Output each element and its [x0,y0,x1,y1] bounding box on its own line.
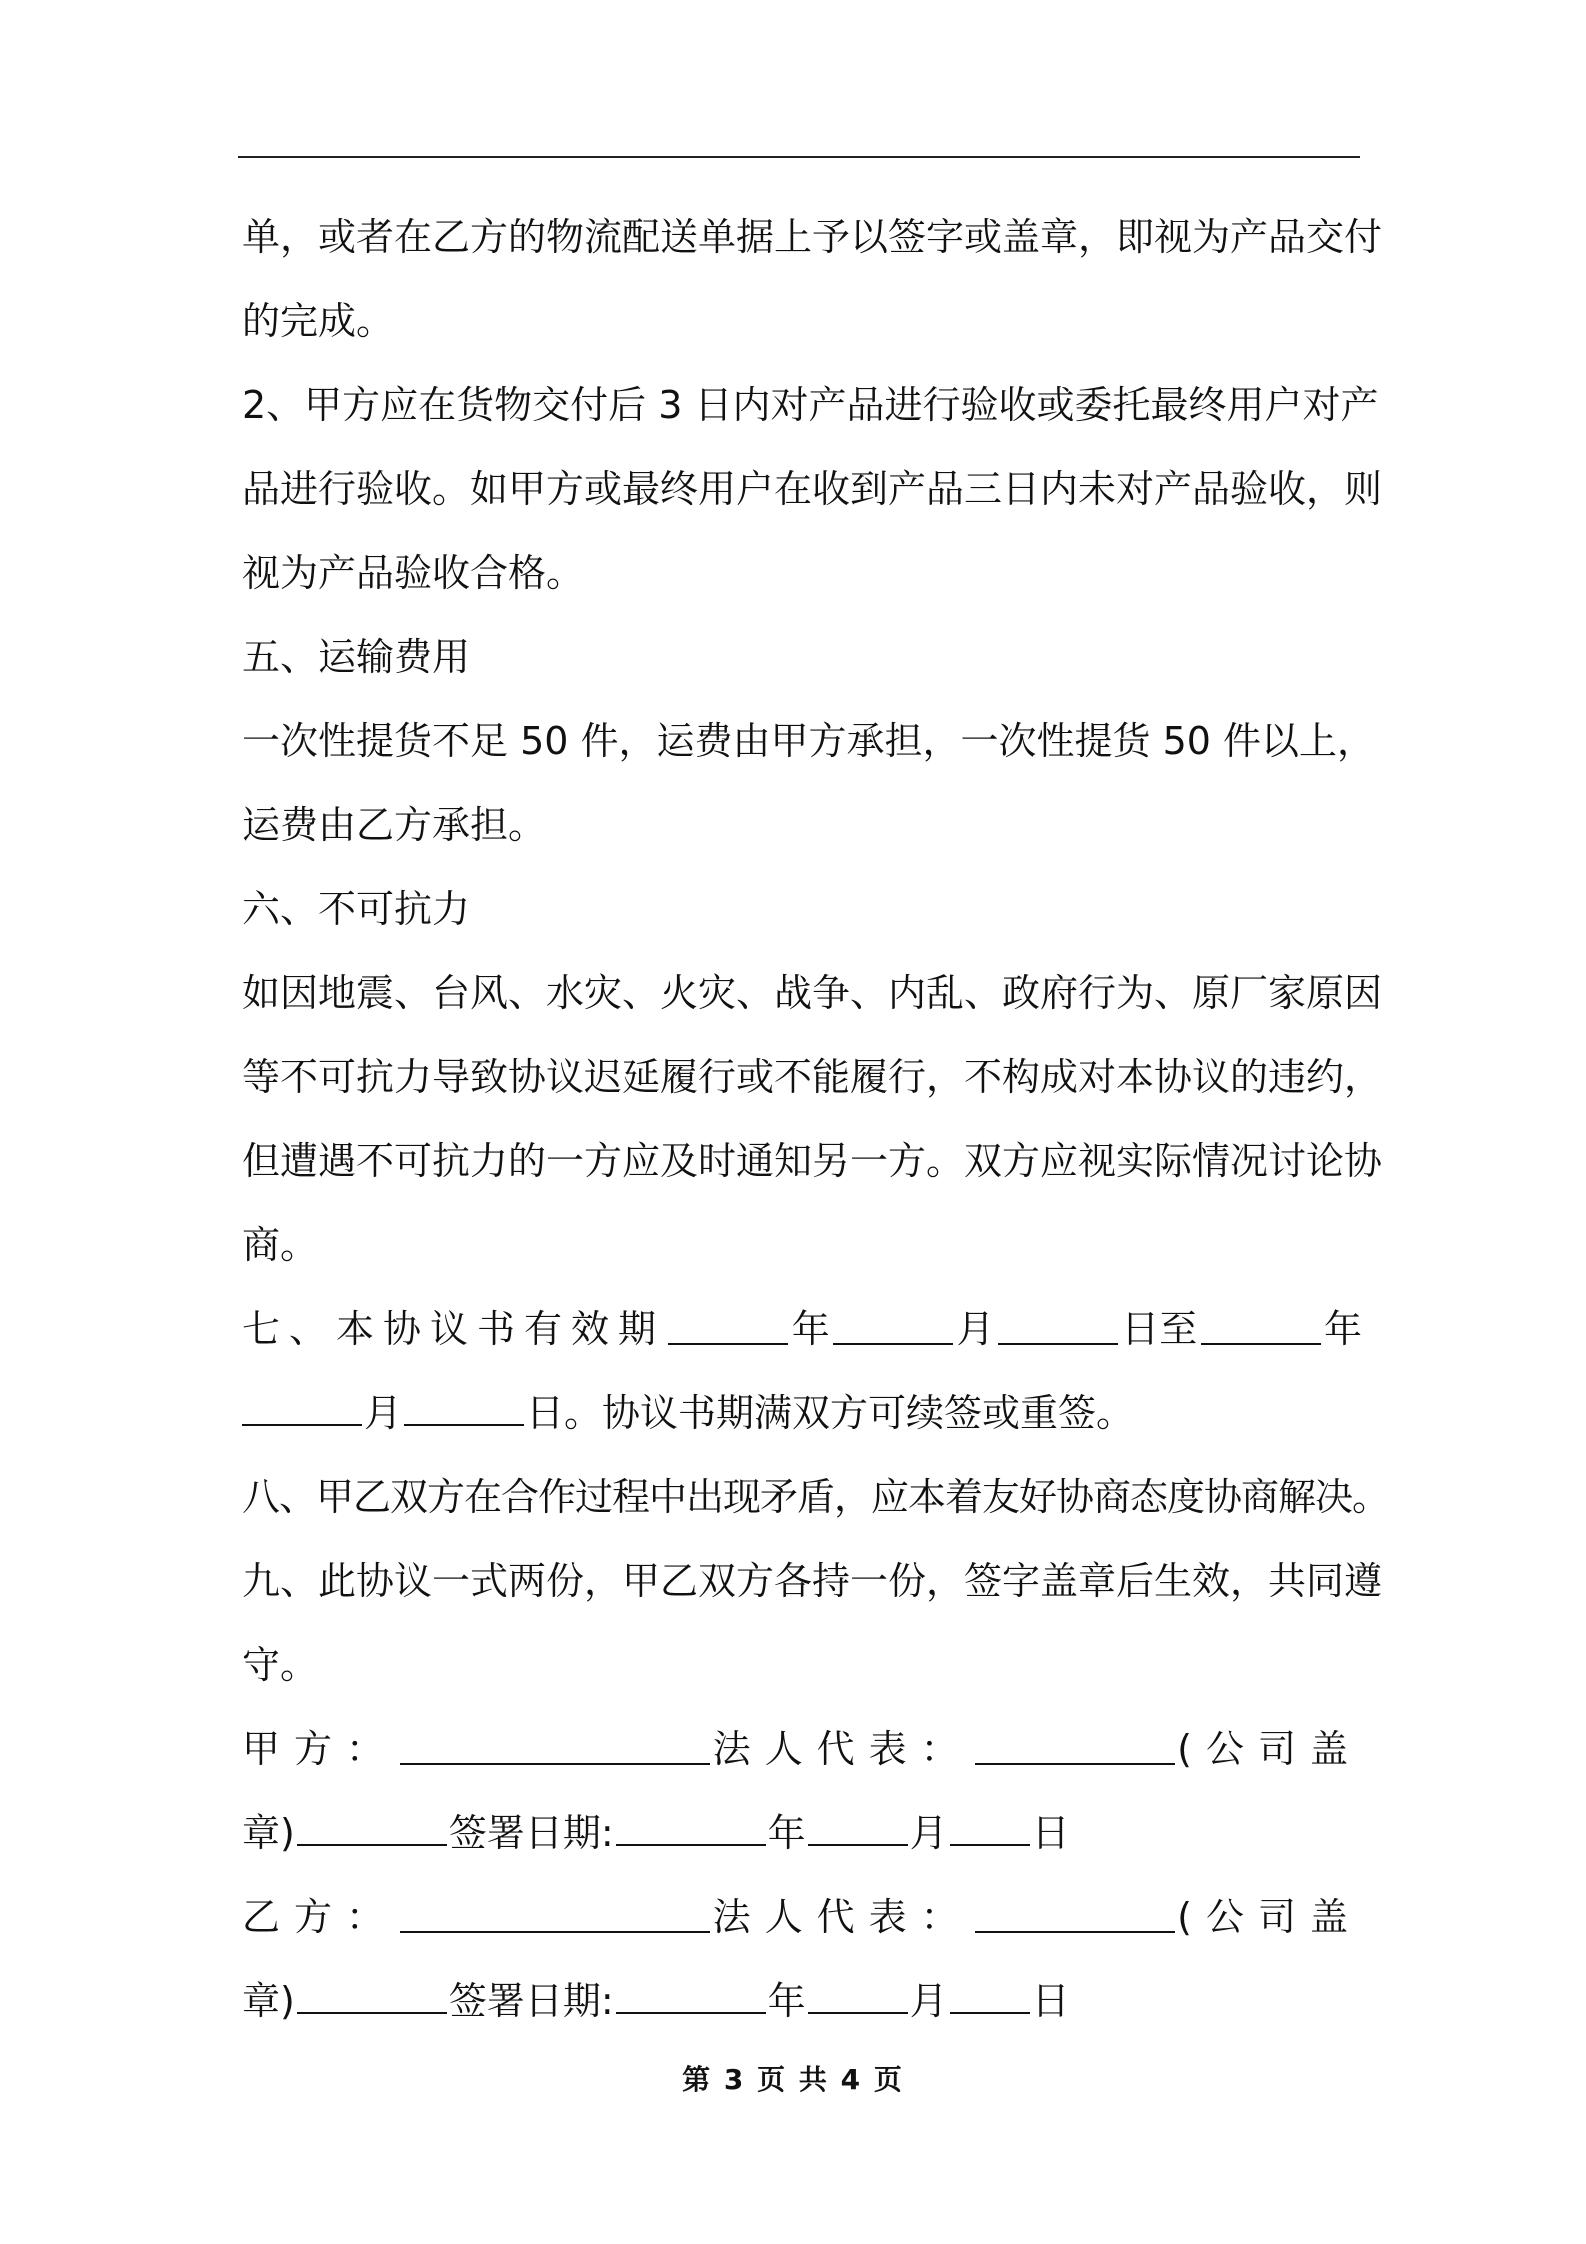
paragraph-line: 运费由乙方承担。 [242,803,547,847]
paragraph-line: 等不可抗力导致协议迟延履行或不能履行，不构成对本协议的违约， [242,1055,1383,1099]
party-b-line-2 [242,1959,1362,2043]
party-a-name-blank [400,1733,710,1765]
party-a-seal-end: 章) [242,1811,295,1855]
blank-field [668,1313,788,1345]
party-b-day-label: 日 [1031,1979,1070,2023]
party-b-sign-date-label: 签署日期: [448,1979,614,2023]
blank-field [1201,1313,1321,1345]
party-b-rep-blank [975,1901,1175,1933]
party-b-year-blank [616,1982,766,2014]
party-b-name-blank [400,1901,710,1933]
validity-line-2 [242,1371,1362,1455]
header-rule [238,156,1360,158]
party-b-year-label: 年 [767,1979,806,2023]
party-a-day-label: 日 [1031,1811,1070,1855]
blank-field [242,1394,362,1426]
party-a-seal-label: (公司盖 [1177,1727,1362,1771]
clause-9-line-2: 守。 [242,1643,319,1687]
party-a-label: 甲方： [242,1727,399,1771]
validity-month-label: 月 [956,1307,995,1351]
party-b-month-label: 月 [909,1979,948,2023]
paragraph-line: 2、甲方应在货物交付后 3 日内对产品进行验收或委托最终用户对产 [242,383,1379,427]
section-heading: 六、不可抗力 [242,887,471,931]
paragraph-line: 但遭遇不可抗力的一方应及时通知另一方。双方应视实际情况讨论协 [242,1139,1383,1183]
paragraph-line: 如因地震、台风、水灾、火灾、战争、内乱、政府行为、原厂家原因 [242,971,1383,1015]
party-b-rep-label: 法人代表： [712,1895,973,1939]
party-a-year-blank [616,1814,766,1846]
validity-rest: 日。协议书期满双方可续签或重签。 [526,1391,1135,1435]
party-a-line-2 [242,1791,1362,1875]
party-b-seal-blank [297,1982,447,2014]
paragraph-line: 的完成。 [242,299,395,343]
paragraph-line: 单，或者在乙方的物流配送单据上予以签字或盖章，即视为产品交付 [242,215,1383,259]
validity-line-1 [242,1287,1362,1371]
party-b-seal-label: (公司盖 [1177,1895,1362,1939]
clause-9-line-1: 九、此协议一式两份，甲乙双方各持一份，签字盖章后生效，共同遵 [242,1559,1383,1603]
party-a-sign-date-label: 签署日期: [448,1811,614,1855]
validity-year-label: 年 [791,1307,830,1351]
validity-month2-label: 月 [364,1391,403,1435]
party-b-month-blank [808,1982,908,2014]
paragraph-line: 视为产品验收合格。 [242,551,585,595]
party-b-line-1 [242,1875,1362,1959]
validity-prefix: 七、本协议书有效期 [242,1307,666,1351]
paragraph-line: 品进行验收。如甲方或最终用户在收到产品三日内未对产品验收，则 [242,467,1383,511]
party-a-line-1 [242,1707,1362,1791]
clause-8: 八、甲乙双方在合作过程中出现矛盾，应本着友好协商态度协商解决。 [242,1475,1390,1519]
party-a-rep-blank [975,1733,1175,1765]
paragraph-line: 商。 [242,1223,319,1267]
party-b-label: 乙方： [242,1895,399,1939]
party-a-month-label: 月 [909,1811,948,1855]
section-heading: 五、运输费用 [242,635,471,679]
party-a-seal-blank [297,1814,447,1846]
party-b-day-blank [950,1982,1030,2014]
party-a-year-label: 年 [767,1811,806,1855]
party-b-seal-end: 章) [242,1979,295,2023]
blank-field [998,1313,1118,1345]
validity-day-to-label: 日至 [1121,1307,1198,1351]
paragraph-line: 一次性提货不足 50 件，运费由甲方承担，一次性提货 50 件以上， [242,719,1376,763]
party-a-rep-label: 法人代表： [712,1727,973,1771]
page-number: 第 3 页 共 4 页 [682,2063,904,2096]
blank-field [404,1394,524,1426]
party-a-month-blank [808,1814,908,1846]
blank-field [833,1313,953,1345]
document-body [242,195,1390,2043]
validity-year2-label: 年 [1323,1307,1362,1351]
party-a-day-blank [950,1814,1030,1846]
